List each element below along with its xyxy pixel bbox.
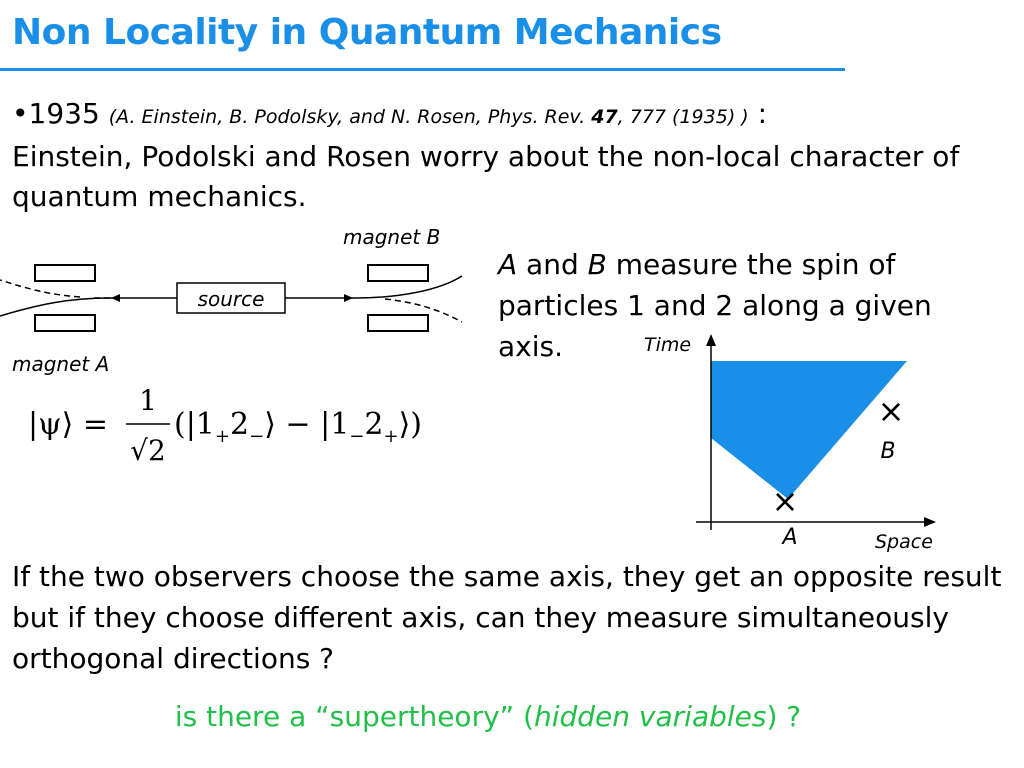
trajectory-a-down <box>0 298 110 316</box>
eq-sub-3: − <box>349 426 365 447</box>
closing-question <box>0 700 976 733</box>
magnet-a-lower <box>35 315 95 331</box>
observer-b: B <box>587 248 607 281</box>
light-cone-region <box>711 361 907 499</box>
trajectory-a-up <box>0 280 80 297</box>
slide-title: Non Locality in Quantum Mechanics <box>12 12 722 53</box>
closing-post: ) ? <box>766 700 802 733</box>
event-b-marker: × <box>877 392 905 430</box>
magnet-b-lower <box>368 315 428 331</box>
question-paragraph: If the two observers choose the same axis, they get an opposite result but if they choose different axis, can they measure simultaneously orthogonal directions ? <box>12 560 1002 675</box>
measure-and: and <box>517 248 588 281</box>
magnet-a-upper <box>35 265 95 281</box>
eq-two-1: 2 <box>230 407 250 442</box>
source-label: source <box>197 287 265 311</box>
spacetime-diagram <box>630 330 950 560</box>
equation-denominator: √2 <box>130 434 166 467</box>
time-axis-arrow <box>706 334 716 346</box>
beam-left-arrow <box>111 294 120 302</box>
eq-sub-2: − <box>249 426 265 447</box>
eq-mid: ⟩ − |1 <box>264 407 350 442</box>
time-axis-label: Time <box>644 334 692 356</box>
eq-two-2: 2 <box>364 407 384 442</box>
citation-prefix: (A. Einstein, B. Podolsky, and N. Rosen, Phys. Rev. <box>108 106 586 128</box>
eq-sub-1: + <box>214 426 230 447</box>
bullet-glyph: • <box>12 97 29 130</box>
equation-lhs: |ψ⟩ = <box>28 407 109 442</box>
intro-paragraph <box>12 94 1012 217</box>
eq-sub-4: + <box>383 426 399 447</box>
measure-rest: measure the spin of particles 1 and 2 along a given axis. <box>498 248 932 363</box>
event-b-label: B <box>880 439 896 464</box>
event-a-label: A <box>782 525 798 550</box>
event-a-marker: × <box>771 482 799 520</box>
intro-year: 1935 <box>28 97 100 130</box>
citation <box>109 106 749 128</box>
citation-volume: 47 <box>591 106 618 128</box>
trajectory-b-up <box>355 276 462 298</box>
sg-apparatus-diagram <box>0 240 470 360</box>
space-axis-arrow <box>924 517 936 527</box>
closing-pre: is there a “supertheory” ( <box>174 700 534 733</box>
epr-state-equation <box>28 382 448 472</box>
magnet-b-upper <box>368 265 428 281</box>
eq-open: (|1 <box>174 407 215 442</box>
equation-numerator: 1 <box>139 384 157 417</box>
magnet-b-label: magnet B <box>343 225 441 249</box>
title-underline <box>0 68 845 71</box>
magnet-a-label: magnet A <box>12 352 110 376</box>
equation-body <box>174 407 422 447</box>
trajectory-b-down <box>385 299 462 322</box>
space-axis-label: Space <box>875 531 933 553</box>
observer-a: A <box>498 248 518 281</box>
citation-suffix: , 777 (1935) ) <box>617 106 749 128</box>
eq-close: ⟩) <box>398 407 422 442</box>
intro-text: Einstein, Podolski and Rosen worry about the non-local character of quantum mechanics. <box>12 140 960 213</box>
beam-right-arrow <box>344 294 353 302</box>
closing-italic: hidden variables <box>533 700 767 733</box>
intro-colon: : <box>748 97 768 130</box>
